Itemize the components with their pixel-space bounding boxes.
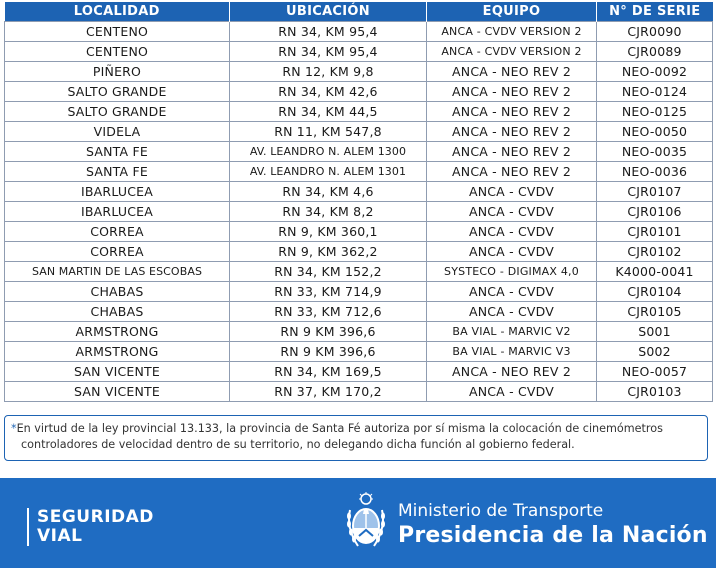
cell-ubicacion: RN 33, KM 712,6 [230,302,427,322]
cell-serie: CJR0090 [597,22,713,42]
cell-serie: NEO-0125 [597,102,713,122]
header-serie: N° DE SERIE [597,2,713,22]
table-row [5,202,713,222]
cell-equipo: ANCA - NEO REV 2 [427,142,597,162]
cell-localidad: CORREA [5,222,230,242]
cell-localidad: IBARLUCEA [5,202,230,222]
header-ubicacion: UBICACIÓN [230,2,427,22]
cell-equipo: ANCA - CVDV [427,222,597,242]
cell-localidad: CORREA [5,242,230,262]
table-row [5,162,713,182]
table-row [5,322,713,342]
cell-localidad: CENTENO [5,42,230,62]
cell-localidad: CHABAS [5,282,230,302]
table-row [5,42,713,62]
seguridad-vial-logo [27,508,154,546]
table-row [5,122,713,142]
ministry-logo-text [398,500,708,550]
cell-serie: CJR0089 [597,42,713,62]
table-row [5,102,713,122]
cell-ubicacion: RN 34, KM 8,2 [230,202,427,222]
table-row [5,242,713,262]
cell-equipo: ANCA - CVDV [427,382,597,402]
cell-equipo: ANCA - NEO REV 2 [427,82,597,102]
speed-camera-table [4,2,713,402]
cell-serie: CJR0103 [597,382,713,402]
cell-equipo: ANCA - CVDV [427,302,597,322]
cell-ubicacion: RN 34, KM 44,5 [230,102,427,122]
table-row [5,382,713,402]
cell-equipo: ANCA - CVDV [427,202,597,222]
cell-serie: CJR0102 [597,242,713,262]
cell-equipo: ANCA - CVDV [427,182,597,202]
cell-serie: NEO-0035 [597,142,713,162]
table-row [5,342,713,362]
presidency-name: Presidencia de la Nación [398,523,708,548]
devices-table-container [4,2,714,402]
cell-equipo: ANCA - CVDV VERSION 2 [427,22,597,42]
table-row [5,62,713,82]
cell-serie: CJR0101 [597,222,713,242]
cell-localidad: PIÑERO [5,62,230,82]
cell-serie: CJR0105 [597,302,713,322]
argentina-coat-of-arms-icon [344,492,388,554]
footnote-line-1: En virtud de la ley provincial 13.133, la provincia de Santa Fé autoriza por sí misma la colocación de cinemómetros [16,422,663,435]
cell-equipo: ANCA - CVDV [427,242,597,262]
cell-localidad: ARMSTRONG [5,342,230,362]
cell-ubicacion: RN 9, KM 362,2 [230,242,427,262]
cell-localidad: ARMSTRONG [5,322,230,342]
header-localidad: LOCALIDAD [5,2,230,22]
table-row [5,182,713,202]
cell-serie: NEO-0057 [597,362,713,382]
brand-line-1: SEGURIDAD [37,507,154,527]
cell-equipo: ANCA - NEO REV 2 [427,362,597,382]
cell-ubicacion: RN 34, KM 152,2 [230,262,427,282]
cell-serie: CJR0107 [597,182,713,202]
brand-line-2: VIAL [37,526,83,546]
cell-localidad: VIDELA [5,122,230,142]
cell-serie: S002 [597,342,713,362]
cell-localidad: CHABAS [5,302,230,322]
footnote-marker: * [11,422,17,435]
cell-serie: NEO-0124 [597,82,713,102]
cell-ubicacion: RN 34, KM 95,4 [230,42,427,62]
cell-serie: NEO-0036 [597,162,713,182]
footnote-box [4,415,708,461]
table-body [5,22,713,402]
cell-ubicacion: RN 34, KM 4,6 [230,182,427,202]
footnote-line-2: controladores de velocidad dentro de su territorio, no delegando dicha función al gobierno federal. [21,438,575,451]
cell-localidad: SAN VICENTE [5,362,230,382]
cell-localidad: CENTENO [5,22,230,42]
table-row [5,222,713,242]
cell-ubicacion: RN 9 KM 396,6 [230,322,427,342]
cell-serie: CJR0104 [597,282,713,302]
cell-localidad: SAN MARTIN DE LAS ESCOBAS [5,262,230,282]
cell-localidad: SALTO GRANDE [5,82,230,102]
cell-equipo: ANCA - NEO REV 2 [427,102,597,122]
table-row [5,142,713,162]
table-row [5,262,713,282]
table-row [5,82,713,102]
cell-equipo: ANCA - NEO REV 2 [427,162,597,182]
table-row [5,282,713,302]
cell-serie: S001 [597,322,713,342]
cell-localidad: SALTO GRANDE [5,102,230,122]
cell-ubicacion: RN 34, KM 95,4 [230,22,427,42]
cell-localidad: IBARLUCEA [5,182,230,202]
table-row [5,362,713,382]
cell-ubicacion: RN 9, KM 360,1 [230,222,427,242]
cell-ubicacion: RN 33, KM 714,9 [230,282,427,302]
cell-equipo: ANCA - CVDV VERSION 2 [427,42,597,62]
cell-serie: NEO-0092 [597,62,713,82]
cell-equipo: BA VIAL - MARVIC V2 [427,322,597,342]
cell-localidad: SAN VICENTE [5,382,230,402]
cell-equipo: ANCA - NEO REV 2 [427,122,597,142]
cell-ubicacion: RN 9 KM 396,6 [230,342,427,362]
cell-ubicacion: RN 12, KM 9,8 [230,62,427,82]
cell-ubicacion: AV. LEANDRO N. ALEM 1301 [230,162,427,182]
cell-serie: K4000-0041 [597,262,713,282]
cell-ubicacion: AV. LEANDRO N. ALEM 1300 [230,142,427,162]
cell-ubicacion: RN 11, KM 547,8 [230,122,427,142]
cell-equipo: ANCA - NEO REV 2 [427,62,597,82]
cell-serie: NEO-0050 [597,122,713,142]
cell-equipo: SYSTECO - DIGIMAX 4,0 [427,262,597,282]
cell-equipo: BA VIAL - MARVIC V3 [427,342,597,362]
table-header-row [5,2,713,22]
cell-serie: CJR0106 [597,202,713,222]
table-row [5,302,713,322]
cell-localidad: SANTA FE [5,142,230,162]
table-row [5,22,713,42]
cell-ubicacion: RN 34, KM 169,5 [230,362,427,382]
cell-ubicacion: RN 37, KM 170,2 [230,382,427,402]
ministry-name: Ministerio de Transporte [398,501,604,521]
cell-localidad: SANTA FE [5,162,230,182]
cell-equipo: ANCA - CVDV [427,282,597,302]
cell-ubicacion: RN 34, KM 42,6 [230,82,427,102]
footer-banner [0,478,716,568]
header-equipo: EQUIPO [427,2,597,22]
